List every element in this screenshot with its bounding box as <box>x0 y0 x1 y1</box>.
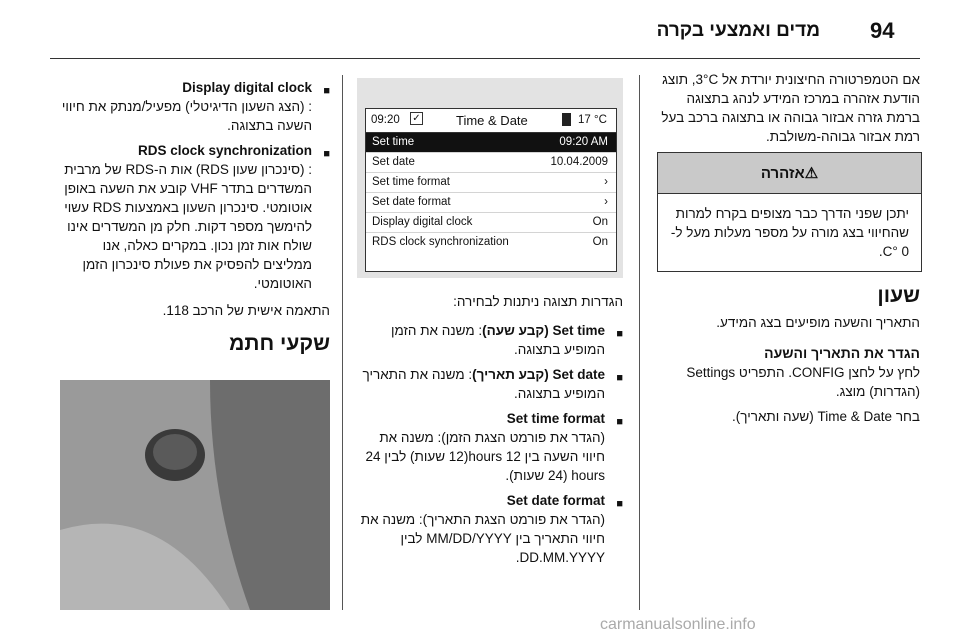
list-item: ■ Set time format (הגדר את פורמט הצגת הזמן): משנה את חיווי השעה בין 12 hours(12 שעות) לבין 24 hours (24 שעות). <box>365 411 623 483</box>
warning-triangle-icon: ⚠ <box>804 165 819 182</box>
screen-title: Time & Date <box>456 113 528 128</box>
list-item: ■ Set date (קבע תאריך): משנה את התאריך המופיע בתצוגה. <box>362 367 623 401</box>
right-column <box>655 70 920 152</box>
menu-row[interactable]: Set time 09:20 AM <box>366 133 616 153</box>
page-title: מדים ואמצעי בקרה <box>656 20 820 41</box>
menu-row[interactable]: Set date 10.04.2009 <box>366 153 616 173</box>
screen-time: 09:20 <box>371 114 400 126</box>
list-item: ■ Display digital clock : (הצג השעון הדיגיטלי) מפעיל/מנתק את חיווי השעה בתצוגה. <box>61 80 330 133</box>
list-item: ■ RDS clock synchronization : (סינכרון שעון RDS) אות ה-RDS של מרבית המשדרים בתדר VHF קובע את השעה באופן אוטומטי. סינכרון השעון באמצעות RDS עשוי להימשך מספר דקות. חלק מן המשדרים אינו שולח אות זמן נכון. במקרים כאלה, אנו ממליצים להפסיק את פעולת סינכרון הזמן האוטומטי. <box>64 143 330 291</box>
warning-text: יתכן שפני הדרך כבר מצופים בקרח למרות שהחיווי בצג מורה על מספר מעלות מעל ל- 0 °C. <box>670 206 909 259</box>
clock-heading: שעון <box>877 284 920 307</box>
list-item: ■ Set date format (הגדר את פורמט הצגת התאריך): משנה את חיווי התאריך בין MM/DD/YYYY לבין DD.MM.YYYY. <box>360 493 623 565</box>
column-divider-right <box>639 75 640 610</box>
settings-intro: הגדרות תצוגה ניתנות לבחירה: <box>453 294 623 309</box>
menu-row[interactable]: Display digital clock On <box>366 213 616 233</box>
column-divider-left <box>342 75 343 610</box>
middle-column <box>357 292 623 573</box>
menu-row[interactable]: Set time format › <box>366 173 616 193</box>
left-column <box>60 78 330 361</box>
page-number: 94 <box>870 18 895 43</box>
screen-temperature: 17 °C <box>578 114 607 126</box>
socket-photo <box>60 380 330 610</box>
warning-heading: ⚠אזהרה <box>658 153 921 194</box>
temperature-intro: אם הטמפרטורה החיצונית יורדת אל 3°C, תוצג הודעת אזהרה במרכז המידע לנהג בתצוגה ברמת גזרה אבזור גבוהה או בתצוגה ברכב בעל רמת אבזור גבוהה-משולבת. <box>661 72 920 144</box>
sockets-heading: שקעי חתמ <box>229 332 330 355</box>
header-rule <box>50 58 920 59</box>
display-figure <box>357 78 623 278</box>
list-item: ■ Set time (קבע שעה): משנה את הזמן המופיע בתצוגה. <box>391 323 623 357</box>
menu-row[interactable]: Set date format › <box>366 193 616 213</box>
display-screen <box>365 108 617 272</box>
set-date-time-text: לחץ על לחצן CONFIG. התפריט Settings (הגדרות) מוצג. <box>686 365 920 399</box>
screen-status-bar <box>366 109 616 133</box>
select-time-date-text: בחר Time & Date (שעה ותאריך). <box>732 409 920 424</box>
clock-text: התאריך והשעה מופיעים בצג המידע. <box>716 315 920 330</box>
clock-section <box>655 278 920 432</box>
warning-box <box>657 152 922 272</box>
check-icon: ✓ <box>410 112 423 125</box>
set-date-time-heading: הגדר את התאריך והשעה <box>764 345 920 361</box>
phone-icon <box>562 113 571 126</box>
watermark: carmanualsonline.info <box>600 616 756 633</box>
personalization-note: התאמה אישית של הרכב 118. <box>162 303 330 318</box>
menu-row[interactable]: RDS clock synchronization On <box>372 236 608 248</box>
